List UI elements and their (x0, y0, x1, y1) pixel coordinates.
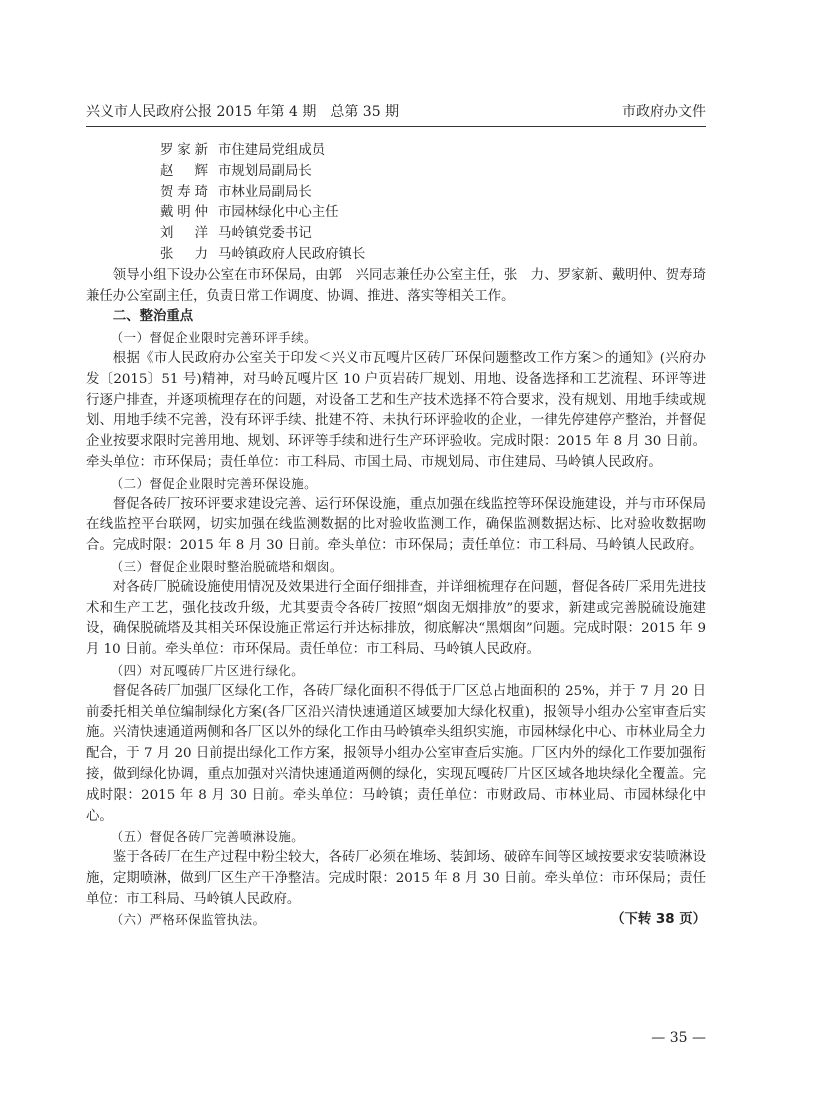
item-heading: （四）对瓦嘎砖厂片区进行绿化。 (110, 662, 305, 678)
member-name: 罗家新 (160, 143, 208, 158)
member-title: 市园林绿化中心主任 (218, 205, 339, 221)
header-publication: 兴义市人民政府公报 2015 年第 4 期 总第 35 期 (86, 104, 400, 120)
member-row (160, 183, 706, 204)
header-section: 市政府办文件 (622, 104, 706, 120)
page-number: — 35 — (651, 1030, 706, 1046)
document-body (86, 141, 706, 931)
member-row (160, 203, 706, 224)
item-body: 督促各砖厂按环评要求建设完善、运行环保设施，重点加强在线监控等环保设施建设，并与市环保局在线监控平台联网，切实加强在线监测数据的比对验收监测工作，确保监测数据达标、比对验收数据吻合。完成时限：2015 年 8 月 30 日前。牵头单位：市环保局；责任单位：市工科局、马岭镇人民政府。 (86, 496, 706, 554)
member-row (160, 224, 706, 245)
item-heading: （五）督促各砖厂完善喷淋设施。 (110, 829, 305, 845)
member-name: 赵 辉 (160, 163, 208, 179)
member-name: 张 力 (160, 246, 208, 262)
member-row (160, 141, 706, 162)
last-heading-row (86, 910, 706, 931)
item-heading: （二）督促企业限时完善环保设施。 (110, 475, 318, 491)
item-heading: （六）严格环保监管执法。 (110, 912, 266, 928)
item-body: 督促各砖厂加强厂区绿化工作，各砖厂绿化面积不得低于厂区总占地面积的 25%，并于 7 月 20 日前委托相关单位编制绿化方案(各厂区沿兴清快速通道区域要加大绿化权重)，报领导小组办公室审查后实施。兴清快速通道两侧和各厂区以外的绿化工作由马岭镇牵头组织实施，市园林绿化中心、市林业局全力配合，于 7 月 20 日前提出绿化工作方案，报领导小组办公室审查后实施。厂区内外的绿化工作要加强衔接，做到绿化协调，重点加强对兴清快速通道两侧的绿化，实现瓦嘎砖厂片区区域各地块绿化全覆盖。完成时限：2015 年 8 月 30 日前。牵头单位：马岭镇；责任单位：市财政局、市林业局、市园林绿化中心。 (86, 683, 706, 824)
member-row (160, 162, 706, 183)
member-title: 马岭镇党委书记 (218, 226, 312, 242)
member-name: 贺寿琦 (160, 184, 208, 200)
member-title: 市林业局副局长 (218, 184, 312, 200)
member-name: 刘 洋 (160, 226, 208, 242)
member-title: 市规划局副局长 (218, 163, 312, 179)
member-row (160, 245, 706, 266)
item-body: 对各砖厂脱硫设施使用情况及效果进行全面仔细排查，并详细梳理存在问题，督促各砖厂采用先进技术和生产工艺，强化技改升级，尤其要责令各砖厂按照“烟囱无烟排放”的要求，新建或完善脱硫设施建设，确保脱硫塔及其相关环保设施正常运行并达标排放，彻底解决“黑烟囱”问题。完成时限：2015 年 9 月 10 日前。牵头单位：市环保局。责任单位：市工科局、马岭镇人民政府。 (86, 579, 706, 658)
office-paragraph: 领导小组下设办公室在市环保局，由郭 兴同志兼任办公室主任，张 力、罗家新、戴明仲、贺寿琦兼任办公室副主任，负责日常工作调度、协调、推进、落实等相关工作。 (86, 267, 706, 304)
member-name: 戴明仲 (160, 205, 208, 221)
item-heading: （一）督促企业限时完善环评手续。 (110, 330, 318, 346)
member-title: 马岭镇政府人民政府镇长 (218, 246, 366, 262)
member-list (86, 141, 706, 266)
member-title: 市住建局党组成员 (218, 143, 326, 158)
item-body: 鉴于各砖厂在生产过程中粉尘较大，各砖厂必须在堆场、装卸场、破碎车间等区域按要求安装喷淋设施，定期喷淋，做到厂区生产干净整洁。完成时限：2015 年 8 月 30 日前。牵头单位：市环保局；责任单位：市工科局、马岭镇人民政府。 (86, 850, 706, 907)
item-body: 根据《市人民政府办公室关于印发＜兴义市瓦嘎片区砖厂环保问题整改工作方案＞的通知》(兴府办发〔2015〕51 号)精神，对马岭瓦嘎片区 10 户页岩砖厂规划、用地、设备选择和工艺流程、环评等进行逐户排查，并逐项梳理存在的问题，对设备工艺和生产技术选择不符合要求，没有规划、用地手续或规划、用地手续不完善，没有环评手续、批建不符、未执行环评验收的企业，一律先停建停产整治，并督促企业按要求限时完善用地、规划、环评等手续和进行生产环评验收。完成时限：2015 年 8 月 30 日前。牵头单位：市环保局；责任单位：市工科局、市国土局、市规划局、市住建局、马岭镇人民政府。 (86, 350, 706, 470)
section-heading: 二、整治重点 (112, 309, 194, 325)
item-heading: （三）督促企业限时整治脱硫塔和烟囱。 (110, 558, 343, 574)
header-rule (86, 126, 706, 127)
continued-note: （下转 38 页） (611, 912, 706, 928)
